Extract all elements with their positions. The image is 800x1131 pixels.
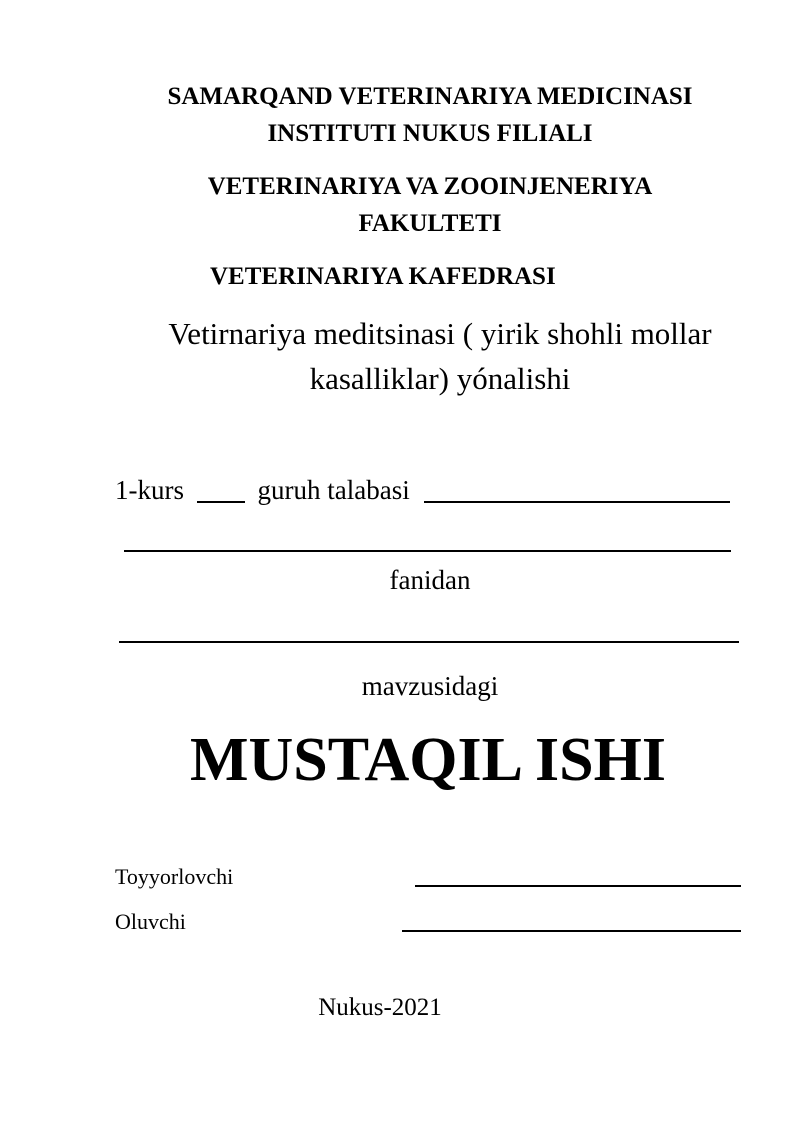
- subject-label: fanidan: [389, 565, 471, 595]
- student-name-blank: [424, 501, 730, 503]
- study-direction-line2: kasalliklar) yónalishi: [309, 361, 571, 396]
- faculty-name-line1: VETERINARIYA VA ZOOINJENERIYA: [207, 173, 653, 200]
- prepared-by-blank: [415, 885, 741, 887]
- student-name-blank-line2: [124, 550, 731, 552]
- accepted-by-label: Oluvchi: [115, 909, 186, 934]
- faculty-name: [90, 168, 770, 242]
- course-label: 1-kurs: [115, 475, 184, 505]
- faculty-name-line2: FAKULTETI: [358, 210, 502, 237]
- group-label: guruh talabasi: [257, 475, 410, 505]
- study-direction-line1: Vetirnariya meditsinasi ( yirik shohli mollar: [168, 316, 712, 351]
- prepared-by-label: Toyyorlovchi: [115, 864, 234, 889]
- accepted-by-blank: [402, 930, 741, 932]
- department-name: VETERINARIYA KAFEDRASI: [210, 263, 556, 290]
- institute-name: [90, 78, 770, 152]
- group-blank: [197, 501, 245, 503]
- institute-name-line1: SAMARQAND VETERINARIYA MEDICINASI: [167, 83, 693, 110]
- student-line: [115, 470, 730, 510]
- city-year: Nukus-2021: [318, 994, 442, 1021]
- study-direction: [90, 311, 790, 401]
- topic-label: mavzusidagi: [361, 671, 499, 701]
- institute-name-line2: INSTITUTI NUKUS FILIALI: [267, 120, 593, 147]
- document-title: MUSTAQIL ISHI: [189, 726, 667, 794]
- topic-blank: [119, 641, 739, 643]
